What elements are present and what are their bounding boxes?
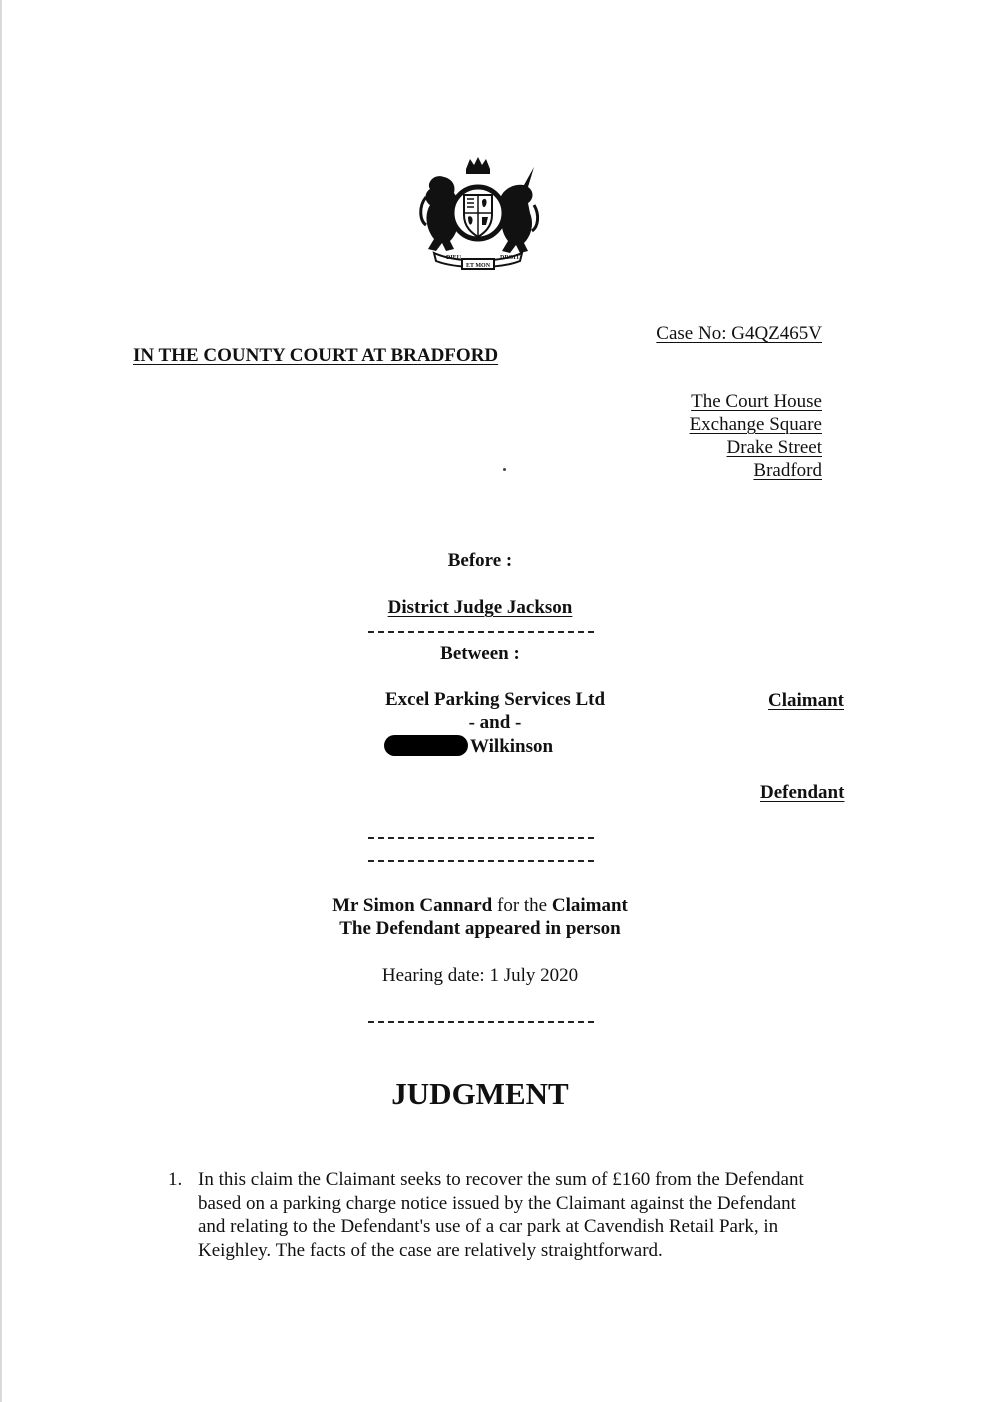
claimant-name: Excel Parking Services Ltd [384,689,606,710]
svg-text:DIEU: DIEU [446,255,462,261]
address-line: The Court House [691,391,822,412]
before-label: Before : [447,550,513,571]
court-address [560,390,822,482]
paragraph-text: In this claim the Claimant seeks to recover the sum of £160 from the Defendant based on a parking charge notice issued by the Claimant against the Defendant and relating to the Defendant's use of a car park at Cavendish Retail Park, in Keighley. The facts of the case are relatively straightforward. [198,1169,804,1261]
royal-coat-of-arms-icon [416,155,540,273]
hearing-date: Hearing date: 1 July 2020 [381,965,579,986]
between-label: Between : [440,643,520,664]
address-line: Bradford [753,460,822,481]
counsel-name: Mr Simon Cannard [332,895,493,916]
separator-dashes [368,631,594,633]
judge-name: District Judge Jackson [387,597,573,618]
court-title: IN THE COUNTY COURT AT BRADFORD [133,345,499,366]
counsel-party: Claimant [551,895,628,916]
address-line: Exchange Square [689,414,822,435]
defendant-name: Wilkinson [470,736,554,757]
redaction-bar [384,735,468,756]
scan-speck [503,468,506,471]
defendant-role: Defendant [760,782,845,803]
paragraph-number: 1. [168,1169,183,1190]
separator-dashes [368,1021,594,1023]
svg-text:DROIT: DROIT [500,255,520,261]
and-label: - and - [468,712,522,733]
representation-defendant: The Defendant appeared in person [339,918,621,939]
address-line: Drake Street [726,437,822,458]
defendant-line [384,735,644,758]
page-edge [0,0,2,1402]
representation-claimant [280,894,680,917]
separator-dashes [368,837,594,839]
svg-text:ET MON: ET MON [466,263,491,269]
claimant-role: Claimant [768,690,844,711]
counsel-for: for the [497,895,548,916]
case-number: Case No: G4QZ465V [656,323,822,344]
judgment-heading: JUDGMENT [391,1076,569,1111]
judgment-paragraph [168,1168,828,1262]
separator-dashes [368,860,594,862]
